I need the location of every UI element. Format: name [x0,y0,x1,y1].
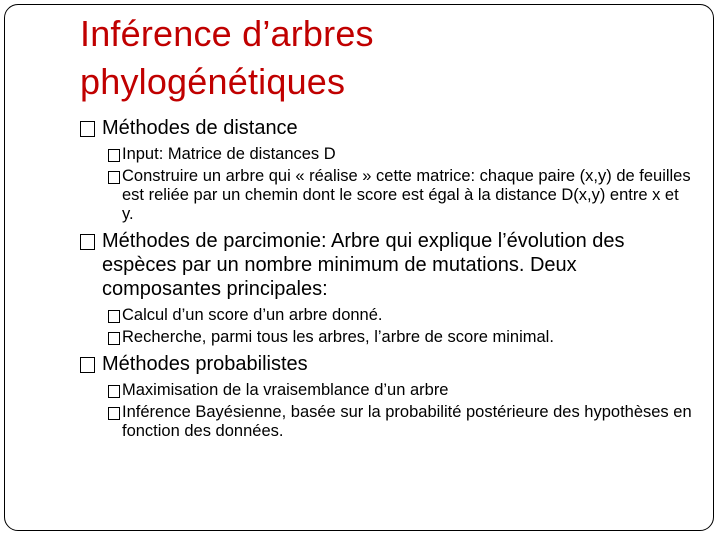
square-bullet-icon [108,310,120,323]
slide-content [80,116,692,441]
title-line-2: phylogénétiques [80,61,346,102]
slide-title [80,10,374,106]
square-bullet-icon [108,171,120,184]
square-bullet-icon [108,332,120,345]
bullet-vraisemblance: Maximisation de la vraisemblance d’un arbre [80,381,692,400]
square-bullet-icon [80,234,95,250]
bullet-bayesienne: Inférence Bayésienne, basée sur la probabilité postérieure des hypothèses en fonction des données. [80,403,692,441]
title-line-1: Inférence d’arbres [80,13,374,54]
section-heading-parcimonie: Méthodes de parcimonie: Arbre qui explique l’évolution des espèces par un nombre minimum de mutations. Deux composantes principales: [80,229,692,301]
square-bullet-icon [108,385,120,398]
section-heading-distance: Méthodes de distance [80,116,692,140]
bullet-recherche: Recherche, parmi tous les arbres, l’arbre de score minimal. [80,328,692,347]
square-bullet-icon [80,121,95,137]
bullet-construire: Construire un arbre qui « réalise » cette matrice: chaque paire (x,y) de feuilles est reliée par un chemin dont le score est égal à la distance D(x,y) entre x et y. [80,167,692,224]
bullet-input: Input: Matrice de distances D [80,145,692,164]
section-heading-probabilistes: Méthodes probabilistes [80,352,692,376]
square-bullet-icon [80,357,95,373]
square-bullet-icon [108,149,120,162]
square-bullet-icon [108,407,120,420]
bullet-calcul-score: Calcul d’un score d’un arbre donné. [80,306,692,325]
